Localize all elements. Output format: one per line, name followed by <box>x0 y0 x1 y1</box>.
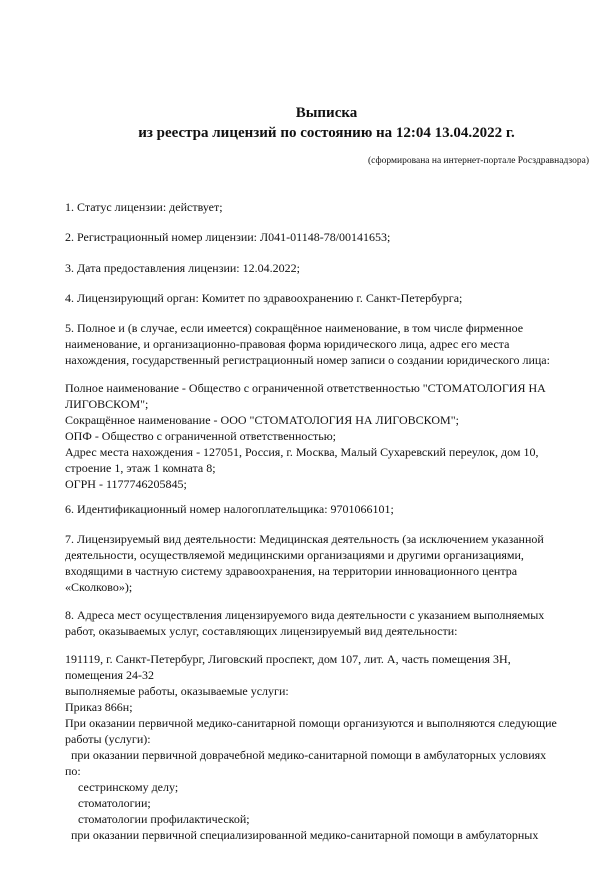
activity-address-block: 191119, г. Санкт-Петербург, Лиговский проспект, дом 107, лит. А, часть помещения 3Н, помещения 24-32 выполняемые работы, оказываемые услуги: Приказ 866н; При оказании первичной медико-санитарной помощи организуются и выполняются следующие работы (услуги): при оказании первичной доврачебной медико-санитарной помощи в амбулаторных условиях по: сестринскому делу; стоматологии; стоматологии профилактической; при оказании первичной специализированной медико-санитарной помощи в амбулаторных <box>65 651 575 843</box>
primary-specialized-care: при оказании первичной специализированной медико-санитарной помощи в амбулаторных <box>71 828 539 842</box>
primary-prehospital-care: при оказании первичной доврачебной медико-санитарной помощи в амбулаторных условиях <box>71 748 547 762</box>
license-status: 1. Статус лицензии: действует; <box>65 200 223 214</box>
issue-date: 3. Дата предоставления лицензии: 12.04.2022; <box>65 261 300 275</box>
taxpayer-id: 6. Идентификационный номер налогоплательщика: 9701066101; <box>65 502 394 516</box>
licensed-activity: 7. Лицензируемый вид деятельности: Медицинская деятельность (за исключением указанной деятельности, осуществляемой медицинскими организациями и другими организациями, входящими в частную систему здравоохранения, на территории инновационного центра «Сколково»); <box>65 532 544 594</box>
document-title <box>0 103 613 143</box>
title-line-1: Выписка <box>295 105 358 121</box>
source-note: (сформирована на интернет-портале Росздравнадзора) <box>368 156 589 166</box>
title-line-2: из реестра лицензий по состоянию на 12:04 13.04.2022 г. <box>138 125 515 141</box>
registration-number: 2. Регистрационный номер лицензии: Л041-01148-78/00141653; <box>65 230 391 244</box>
licensing-authority: 4. Лицензирующий орган: Комитет по здравоохранению г. Санкт-Петербурга; <box>65 291 463 305</box>
service-item: стоматологии профилактической; <box>78 812 250 826</box>
organization-details: Полное наименование - Общество с ограниченной ответственностью "СТОМАТОЛОГИЯ НА ЛИГОВСКОМ"; Сокращённое наименование - ООО "СТОМАТОЛОГИЯ НА ЛИГОВСКОМ"; ОПФ - Общество с ограниченной ответственностью; Адрес места нахождения - 127051, Россия, г. Москва, Малый Сухаревский переулок, дом 10, строение 1, этаж 1 комната 8; ОГРН - 1177746205845; <box>65 381 546 491</box>
activity-addresses-header: 8. Адреса мест осуществления лицензируемого вида деятельности с указанием выполняемых работ, оказываемых услуг, составляющих лицензируемый вид деятельности: <box>65 608 545 638</box>
service-item: стоматологии; <box>78 796 151 810</box>
organization-name-header: 5. Полное и (в случае, если имеется) сокращённое наименование, в том числе фирменное наименование, и организационно-правовая форма юридического лица, адрес его места нахождения, государственный регистрационный номер записи о создании юридического лица: <box>65 321 550 367</box>
service-item: сестринскому делу; <box>78 780 179 794</box>
